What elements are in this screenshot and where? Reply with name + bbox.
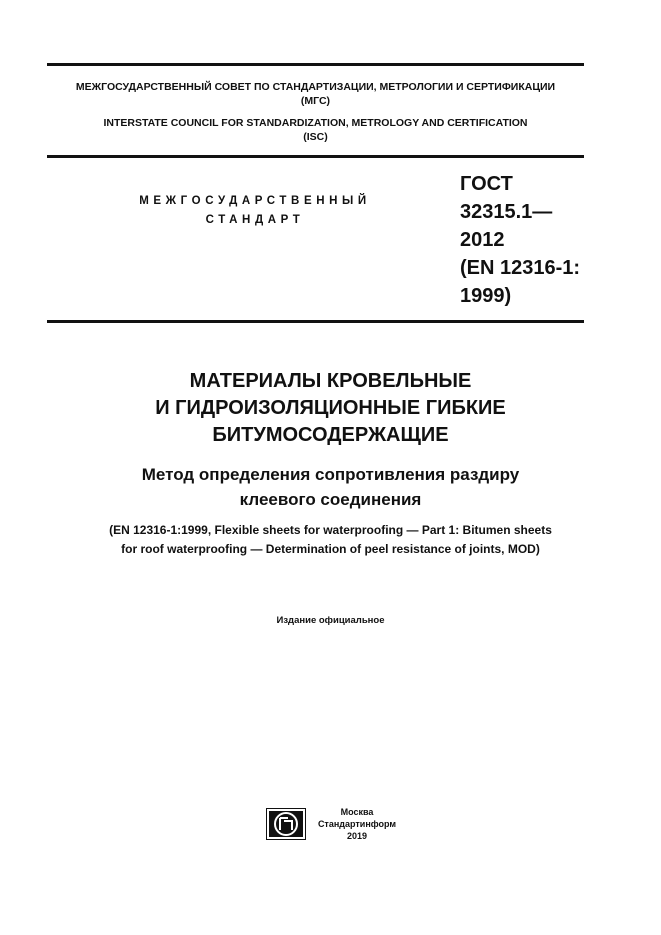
standard-designation — [460, 170, 580, 310]
middle-rule — [47, 155, 584, 158]
subtitle-line2: клеевого соединения — [239, 490, 422, 509]
top-rule — [47, 63, 584, 66]
bottom-rule — [47, 320, 584, 323]
council-name-ru — [47, 80, 584, 108]
edition-note: Издание официальное — [276, 615, 385, 626]
council-en-name: INTERSTATE COUNCIL FOR STANDARDIZATION, METROLOGY AND CERTIFICATION — [103, 117, 528, 129]
designation-line1: ГОСТ — [460, 173, 513, 195]
council-name-en — [47, 116, 584, 144]
publisher-year: 2019 — [346, 831, 368, 841]
standard-type-line1: МЕЖГОСУДАРСТВЕННЫЙ — [139, 195, 371, 207]
council-ru-abbr: (МГС) — [300, 95, 331, 107]
designation-line4: (EN 12316-1: — [460, 257, 581, 279]
standard-type-line2: СТАНДАРТ — [205, 214, 305, 226]
document-subtitle — [47, 462, 614, 512]
title-line1: МАТЕРИАЛЫ КРОВЕЛЬНЫЕ — [189, 370, 472, 392]
publisher-block — [312, 806, 402, 842]
council-ru-name: МЕЖГОСУДАРСТВЕННЫЙ СОВЕТ ПО СТАНДАРТИЗАЦИИ, МЕТРОЛОГИИ И СЕРТИФИКАЦИИ — [75, 81, 556, 93]
designation-line5: 1999) — [460, 285, 512, 307]
council-en-abbr: (ISC) — [303, 131, 328, 143]
reference-line2: for roof waterproofing — Determination of peel resistance of joints, MOD) — [121, 542, 540, 556]
subtitle-line1: Метод определения сопротивления раздиру — [141, 465, 520, 484]
title-line2: И ГИДРОИЗОЛЯЦИОННЫЕ ГИБКИЕ — [155, 397, 506, 419]
publisher-name: Стандартинформ — [317, 819, 397, 829]
document-title — [47, 368, 614, 449]
designation-line3: 2012 — [460, 229, 505, 251]
reference-line1: (EN 12316-1:1999, Flexible sheets for waterproofing — Part 1: Bitumen sheets — [109, 523, 552, 537]
publisher-city: Москва — [340, 807, 374, 817]
standartinform-logo-icon — [266, 808, 306, 840]
title-line3: БИТУМОСОДЕРЖАЩИЕ — [212, 424, 449, 446]
standard-type — [120, 192, 390, 230]
international-reference — [40, 521, 621, 559]
designation-line2: 32315.1— — [460, 201, 553, 223]
